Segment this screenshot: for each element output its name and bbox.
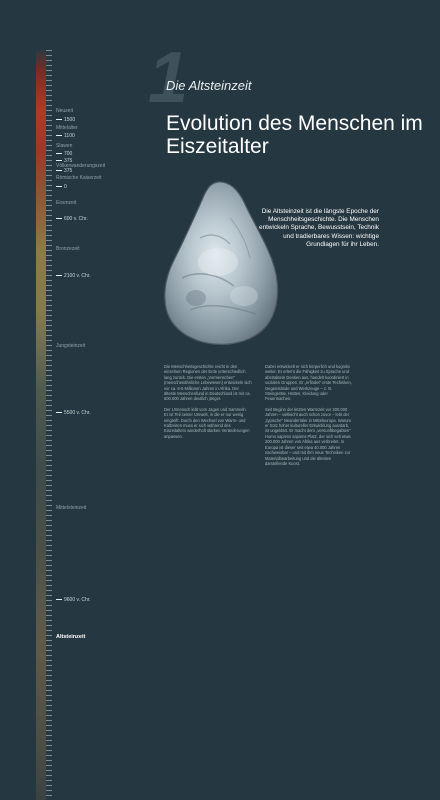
timeline-era-label <box>56 343 85 349</box>
timeline-era-label <box>56 125 78 131</box>
timeline-era-label <box>56 246 80 252</box>
timeline-era-text: Eisenzeit <box>56 200 77 206</box>
intro-text: Die Altsteinzeit ist die längste Epoche der Menschheitsgeschichte. Die Menschen entwickeln Sprache, Bewusstsein, Technik und tradierbares Wissen: wichtige Grundlagen für ihr Leben. <box>259 208 379 248</box>
hand-axe-image <box>160 178 286 348</box>
timeline-era-label <box>56 175 102 181</box>
timeline-era-label <box>56 273 91 279</box>
body-paragraph: Der Urmensch lebt vom Jagen und Sammeln. Er ist Teil seiner Umwelt, in die er nur wenig eingreift. Durch den Wechsel von Warm- und Kaltzeiten muss er sich während des Eiszeitalters wiederholt starken Veränderungen anpassen. <box>164 406 250 439</box>
timeline-marker <box>56 186 62 187</box>
timeline-marker <box>56 170 62 171</box>
timeline-era-text: Altsteinzeit <box>56 634 86 640</box>
timeline-era-text: Römische Kaiserzeit <box>56 175 102 181</box>
timeline-era-label <box>56 597 91 603</box>
timeline-era-text: 9600 v. Chr. <box>64 597 91 603</box>
timeline-era-label <box>56 184 67 190</box>
timeline-color-bar <box>36 50 46 800</box>
body-column-left <box>164 364 252 444</box>
body-paragraph: Dabei entwickelt er sich körperlich und kognitiv weiter. Er erlernt die Fähigkeit zu Sprache und abstraktem Denken aus, handelt koordiniert in sozialen Gruppen. Er „erfindet" erste Techniken, Gegenstände und Werkzeuge – z. B. Steingeräte, Hütten, Kleidung oder Feuermachen. <box>265 364 352 402</box>
timeline-era-text: Jungsteinzeit <box>56 343 86 349</box>
timeline-era-label <box>56 117 75 123</box>
timeline-era-label <box>56 168 72 174</box>
timeline-era-text: 1100 <box>64 133 75 139</box>
body-paragraph: Seit Beginn der letzten Warmzeit vor 300.000 Jahren – vielleicht auch schon zuvor – lebt der „typische" Neandertaler in Mitteleuropa. Warum er trotz hoher kultureller Entwicklung ausstarb, ist ungeklärt. Er macht dem „vernunftbegabten" Homo sapiens sapiens Platz, der sich seit etwa 200.000 Jahren von Afrika aus verbreitet. In Europa ist dieser seit etwa 40.000 Jahren nachweisbar – und mit ihm neue Techniken zur Materialbearbeitung und die ältesten darstellende Kunst. <box>265 406 351 466</box>
timeline-marker <box>56 160 62 161</box>
timeline-marker <box>56 153 62 154</box>
timeline-era-text: 600 v. Chr. <box>64 216 88 222</box>
chapter-subtitle: Die Altsteinzeit <box>166 78 252 93</box>
timeline-era-text: 2100 v. Chr. <box>64 273 91 279</box>
page-title: Evolution des Menschen im Eiszeitalter <box>166 112 423 159</box>
timeline-era-text: Neuzeit <box>56 108 73 114</box>
timeline-era-text: 700 <box>64 151 73 157</box>
timeline-era-label <box>56 143 72 149</box>
timeline-era-text: 1500 <box>64 117 76 123</box>
timeline-era-text: 0 <box>64 184 67 190</box>
timeline-era-text: Mittelalter <box>56 125 78 131</box>
timeline-marker <box>56 412 62 413</box>
timeline-era-text: 375 <box>64 168 73 174</box>
chapter-number: 1 <box>148 38 189 118</box>
timeline-era-label <box>56 151 72 157</box>
timeline-era-text: Slawen <box>56 143 73 149</box>
timeline-era-label <box>56 505 86 511</box>
timeline-era-label <box>56 634 85 640</box>
timeline-era-text: 5500 v. Chr. <box>64 410 91 416</box>
timeline-ticks <box>46 50 52 800</box>
timeline-era-label <box>56 216 88 222</box>
timeline-marker <box>56 135 62 136</box>
timeline-marker <box>56 119 62 120</box>
body-paragraph: Die Menschheitsgeschichte reicht in den einzelnen Regionen der Erde unterschiedlich lang zurück. Die ersten „Vormenschen" (menschenähnliche Lebewesen) entwickeln sich vor ca. 6-5 Millionen Jahren in Afrika. Der älteste Menschenfund in Deutschland ist mit ca. 600.000 Jahren deutlich jünger. <box>164 364 252 402</box>
timeline-era-label <box>56 200 76 206</box>
timeline-era-label <box>56 410 91 416</box>
timeline-marker <box>56 275 62 276</box>
timeline-marker <box>56 599 62 600</box>
timeline-marker <box>56 218 62 219</box>
timeline-era-text: Völkerwanderungszeit <box>56 163 106 169</box>
timeline-era-label <box>56 108 73 114</box>
timeline-era-text: Bronzezeit <box>56 246 80 252</box>
body-column-right <box>265 364 353 471</box>
timeline-era-text: 375 <box>64 158 73 164</box>
timeline-era-label <box>56 133 75 139</box>
timeline-era-text: Mittelsteinzeit <box>56 505 87 511</box>
